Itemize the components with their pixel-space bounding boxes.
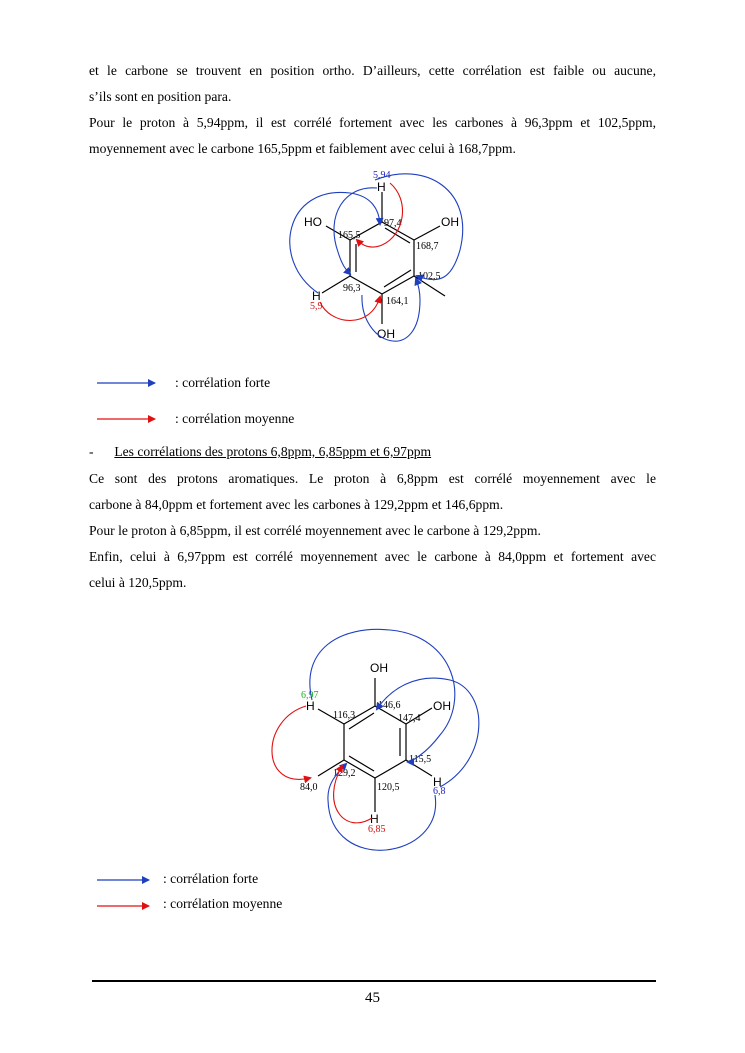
legend-1-medium-label: : corrélation moyenne — [175, 411, 295, 426]
molecule-1-diagram — [270, 165, 470, 355]
mol2-c-84-0: 84,0 — [300, 782, 318, 793]
mol2-oh-right: OH — [433, 699, 451, 713]
page-number: 45 — [365, 990, 380, 1006]
mol1-c-164-1: 164,1 — [386, 296, 409, 307]
mol2-h-left-shift: 6,97 — [301, 690, 319, 701]
mol2-h-right-shift: 6,8 — [433, 786, 446, 797]
mol2-c-129-2: 129,2 — [333, 768, 356, 779]
molecule-2-diagram — [260, 620, 490, 865]
mol1-h-left-shift: 5,9 — [310, 301, 323, 312]
legend-1-strong-label: : corrélation forte — [175, 375, 271, 390]
heading-bullet: - — [89, 444, 94, 459]
mol2-arrow-medium-left — [272, 706, 310, 779]
mol2-h-bottom: H — [370, 812, 379, 826]
mol1-arrow-medium-bottom — [320, 297, 380, 321]
mol1-c-102-5: 102,5 — [418, 271, 441, 282]
mol1-c-97-4: 97,4 — [384, 218, 402, 229]
mol2-c-146-6: 146,6 — [378, 700, 401, 711]
mol1-c-96-3: 96,3 — [343, 283, 361, 294]
mol2-c-116-3: 116,3 — [333, 710, 356, 721]
ring-2-bonds — [318, 678, 432, 812]
paragraph-2-line-2: moyennement avec le carbone 165,5ppm et faiblement avec celui à 168,7ppm. — [89, 141, 516, 156]
paragraph-2-line-1: Pour le proton à 5,94ppm, il est corrélé fortement avec les carbones à 96,3ppm et 102,5ppm, — [89, 115, 656, 130]
mol2-c-147-4: 147,4 — [398, 713, 421, 724]
paragraph-1-line-2: s’ils sont en position para. — [89, 89, 232, 104]
mol1-h-top-shift: 5,94 — [373, 170, 391, 181]
mol2-oh-top: OH — [370, 661, 388, 675]
legend-2-strong-label: : corrélation forte — [163, 871, 259, 886]
legend-2-medium-label: : corrélation moyenne — [163, 896, 283, 911]
mol1-h-left: H — [312, 289, 321, 303]
footer-rule — [92, 980, 656, 982]
mol2-h-bottom-shift: 6,85 — [368, 824, 386, 835]
paragraph-3-line-1: Ce sont des protons aromatiques. Le proton à 6,8ppm est corrélé moyennement avec le — [89, 471, 656, 486]
paragraph-1-line-1: et le carbone se trouvent en position ortho. D’ailleurs, cette corrélation est faible ou aucune, — [89, 63, 656, 78]
mol2-c-120-5: 120,5 — [377, 782, 400, 793]
mol1-oh-bottom: OH — [377, 327, 395, 341]
mol1-oh-right: OH — [441, 215, 459, 229]
mol1-c-165-5: 165,5 — [338, 230, 361, 241]
mol1-c-168-7: 168,7 — [416, 241, 439, 252]
paragraph-3-line-2: carbone à 84,0ppm et fortement avec les carbones à 129,2ppm et 146,6ppm. — [89, 497, 504, 512]
legend-1-arrows — [95, 375, 160, 430]
mol2-h-left: H — [306, 699, 315, 713]
mol2-c-115-5: 115,5 — [409, 754, 432, 765]
heading-text: Les corrélations des protons 6,8ppm, 6,85ppm et 6,97ppm — [114, 444, 432, 459]
mol1-ho-left: HO — [304, 215, 322, 229]
mol1-h-top: H — [377, 180, 386, 194]
mol2-h-right: H — [433, 775, 442, 789]
section-heading — [89, 442, 431, 462]
paragraph-5-line-2: celui à 120,5ppm. — [89, 575, 187, 590]
legend-2-arrows — [95, 873, 155, 913]
mol2-arrow-strong-right — [377, 678, 479, 787]
paragraph-4: Pour le proton à 6,85ppm, il est corrélé moyennement avec le carbone à 129,2ppm. — [89, 523, 541, 538]
mol2-arrow-strong-top — [310, 629, 455, 762]
paragraph-5-line-1: Enfin, celui à 6,97ppm est corrélé moyennement avec le carbone à 84,0ppm et fortement avec — [89, 549, 656, 564]
